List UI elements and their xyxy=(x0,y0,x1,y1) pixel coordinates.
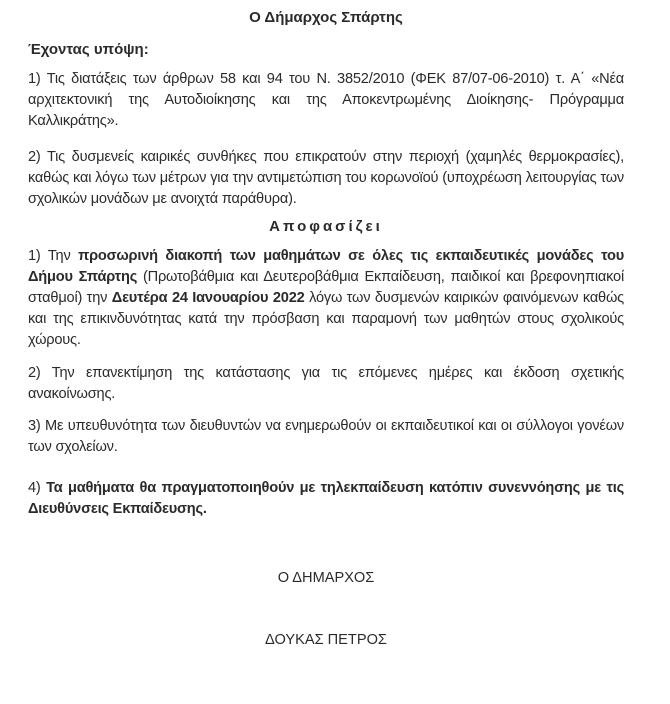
decision-item-3: 3) Με υπευθυνότητα των διευθυντών να ενημερωθούν οι εκπαιδευτικοί και οι σύλλογοι γονέων των σχολείων. xyxy=(28,418,624,455)
considering-item-2: 2) Τις δυσμενείς καιρικές συνθήκες που επικρατούν στην περιοχή (χαμηλές θερμοκρασίες), καθώς και λόγω των μέτρων για την αντιμετώπιση του κορωνοϊού (υποχρέωση λειτουργίας των σχολικών μονάδων με ανοιχτά παράθυρα). xyxy=(28,149,624,207)
decides-heading: Αποφασίζει xyxy=(269,218,383,235)
decision-item-4-num: 4) xyxy=(28,480,47,496)
decision-item-4-bold: Τα μαθήματα θα πραγματοποιηθούν με τηλεκπαίδευση κατόπιν συνεννόησης με τις Διευθύνσεις Εκπαίδευσης. xyxy=(28,480,624,517)
signature-role: Ο ΔΗΜΑΡΧΟΣ xyxy=(277,570,375,586)
decision-item-1-text-1: (Πρωτοβάθμια και Δευτεροβάθμια Εκπαίδευση, παιδικοί και βρεφονηπιακοί σταθμοί) την xyxy=(28,269,624,306)
considering-item-1: 1) Τις διατάξεις των άρθρων 58 και 94 του Ν. 3852/2010 (ΦΕΚ 87/07-06-2010) τ. Α΄ «Νέα αρχιτεκτονική της Αυτοδιοίκησης και της Αποκεντρωμένης Διοίκησης- Πρόγραμμα Καλλικράτης». xyxy=(28,71,624,129)
decision-item-1-num: 1) Την xyxy=(28,248,79,264)
decision-item-4 xyxy=(28,478,624,520)
considering-heading: Έχοντας υπόψη: xyxy=(28,41,149,58)
decision-item-1-bold-1: προσωρινή διακοπή των μαθημάτων σε όλες τις εκπαιδευτικές μονάδες του Δήμου Σπάρτης xyxy=(28,248,624,285)
decision-item-1 xyxy=(28,246,624,351)
signature-name: ΔΟΥΚΑΣ ΠΕΤΡΟΣ xyxy=(265,632,387,648)
decision-item-2: 2) Την επανεκτίμηση της κατάστασης για τις επόμενες ημέρες και έκδοση σχετικής ανακοίνωσης. xyxy=(28,365,624,402)
document-title: Ο Δήμαρχος Σπάρτης xyxy=(249,9,403,26)
decision-item-1-bold-2: Δευτέρα 24 Ιανουαρίου 2022 xyxy=(111,290,305,306)
decision-item-1-text-2: λόγω των δυσμενών καιρικών φαινόμενων καθώς και της επικινδυνότητας κατά την πρόσβαση και παραμονή των μαθητών στους σχολικούς χώρους. xyxy=(28,290,624,348)
